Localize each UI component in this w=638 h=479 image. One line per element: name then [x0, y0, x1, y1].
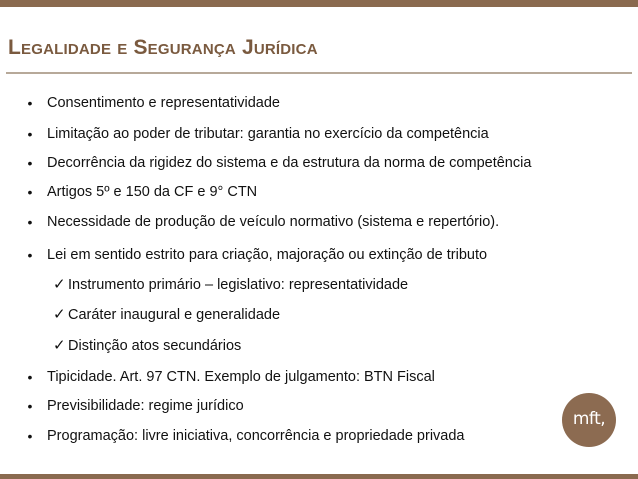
bullet-icon: • — [27, 247, 33, 263]
list-item-text: Distinção atos secundários — [68, 338, 242, 354]
bullet-icon: • — [27, 126, 33, 142]
checkmark-icon: ✓ — [53, 337, 66, 354]
bullet-icon: • — [27, 214, 33, 230]
bullet-icon: • — [27, 95, 33, 111]
list-item-text: Artigos 5º e 150 da CF e 9° CTN — [47, 184, 258, 200]
bullet-icon: • — [27, 155, 33, 171]
list-item-text: Caráter inaugural e generalidade — [68, 307, 281, 323]
list-item-text: Previsibilidade: regime jurídico — [47, 398, 244, 414]
checkmark-icon: ✓ — [53, 276, 66, 293]
mft-logo — [562, 393, 616, 447]
list-item-text: Consentimento e representatividade — [47, 95, 280, 111]
bullet-icon: • — [27, 184, 33, 200]
slide-title: Legalidade e Segurança Jurídica — [8, 36, 318, 59]
bullet-icon: • — [27, 398, 33, 414]
list-item-text: Limitação ao poder de tributar: garantia no exercício da competência — [47, 126, 489, 142]
list-item-text: Tipicidade. Art. 97 CTN. Exemplo de julgamento: BTN Fiscal — [47, 369, 435, 385]
bullet-icon: • — [27, 369, 33, 385]
list-item-text: Necessidade de produção de veículo normativo (sistema e repertório). — [47, 214, 500, 230]
list-item-text: Lei em sentido estrito para criação, majoração ou extinção de tributo — [47, 247, 488, 263]
logo-text: mft, — [572, 409, 606, 429]
checkmark-icon: ✓ — [53, 306, 66, 323]
bullet-icon: • — [27, 428, 33, 444]
list-item-text: Programação: livre iniciativa, concorrência e propriedade privada — [47, 428, 465, 444]
bottom-accent-bar — [0, 474, 638, 479]
list-item-text: Decorrência da rigidez do sistema e da estrutura da norma de competência — [47, 155, 532, 171]
list-item-text: Instrumento primário – legislativo: representatividade — [68, 277, 409, 293]
